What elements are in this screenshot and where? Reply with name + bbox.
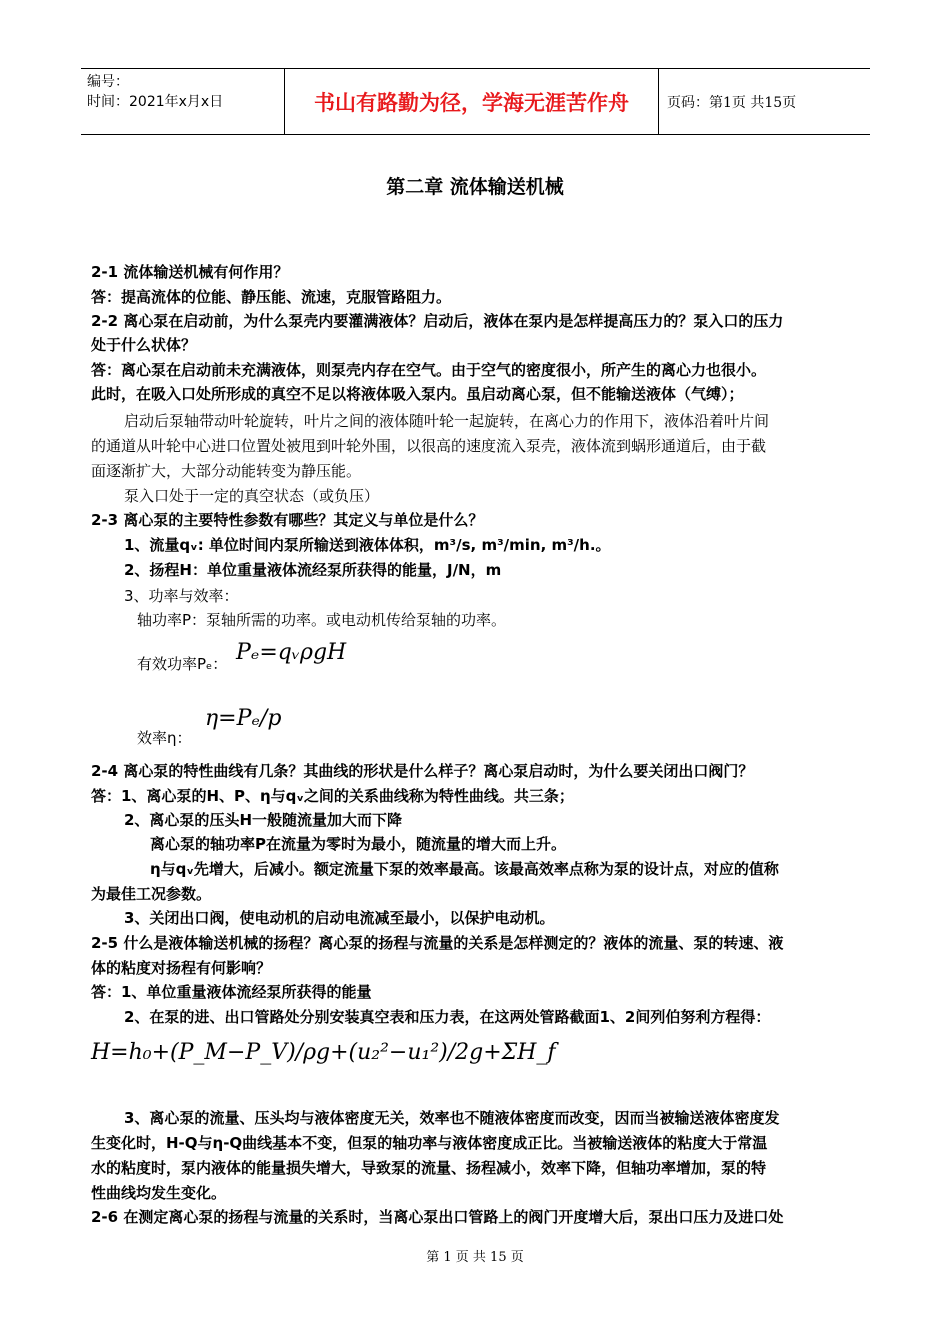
a-2-3-flow: 1、流量qᵥ: 单位时间内泵所输送到液体体积，m³/s, m³/min, m³/h.。 (124, 536, 611, 554)
a-2-5-3-line3: 水的粘度时，泵内液体的能量损失增大，导致泵的流量、扬程减小，效率下降，但轴功率增加，泵的特 (91, 1159, 767, 1177)
document-header (81, 68, 870, 135)
a-2-2-line4: 的通道从叶轮中心进口位置处被甩到叶轮外围，以很高的速度流入泵壳，液体流到蜗形通道后，由于截 (91, 437, 767, 455)
a-2-3-head: 2、扬程H：单位重量液体流经泵所获得的能量，J/N，m (124, 561, 502, 579)
q-2-4: 2-4 离心泵的特性曲线有几条？其曲线的形状是什么样子？离心泵启动时，为什么要关闭出口阀门？ (91, 762, 754, 780)
date-label: 时间：2021年x月x日 (87, 94, 224, 110)
number-label: 编号： (87, 74, 129, 90)
a-2-5-2: 2、在泵的进、出口管路处分别安装真空表和压力表，在这两处管路截面1、2间列伯努利方程得： (124, 1008, 771, 1026)
q-2-5-line1: 2-5 什么是液体输送机械的扬程？离心泵的扬程与流量的关系是怎样测定的？液体的流量、泵的转速、液 (91, 934, 784, 952)
a-2-3-power: 3、功率与效率： (124, 587, 239, 605)
a-2-5-3-line4: 性曲线均发生变化。 (91, 1184, 227, 1202)
header-meta (81, 69, 284, 134)
a-2-4-1: 答：1、离心泵的H、P、η与qᵥ之间的关系曲线称为特性曲线。共三条； (91, 787, 574, 805)
q-2-2-line1: 2-2 离心泵在启动前，为什么泵壳内要灌满液体？启动后，液体在泵内是怎样提高压力的？泵入口的压力 (91, 312, 784, 330)
a-2-3-efficiency: 效率η： (137, 729, 192, 747)
a-2-3-shaft-power: 轴功率P：泵轴所需的功率。或电动机传给泵轴的功率。 (137, 611, 507, 629)
a-2-4-2d: 为最佳工况参数。 (91, 885, 212, 903)
a-2-2-line2: 此时，在吸入口处所形成的真空不足以将液体吸入泵内。虽启动离心泵，但不能输送液体（气缚）； (91, 385, 744, 403)
a-2-4-3: 3、关闭出口阀，使电动机的启动电流减至最小，以保护电动机。 (124, 909, 555, 927)
a-2-5-1: 答：1、单位重量液体流经泵所获得的能量 (91, 983, 372, 1001)
q-2-6: 2-6 在测定离心泵的扬程与流量的关系时，当离心泵出口管路上的阀门开度增大后，泵出口压力及进口处 (91, 1208, 784, 1226)
a-2-4-2: 2、离心泵的压头H一般随流量加大而下降 (124, 811, 402, 829)
a-2-2-line3: 启动后泵轴带动叶轮旋转，叶片之间的液体随叶轮一起旋转，在离心力的作用下，液体沿着叶片间 (124, 412, 770, 430)
q-2-5-line2: 体的粘度对扬程有何影响？ (91, 959, 272, 977)
a-2-2-line6: 泵入口处于一定的真空状态（或负压） (124, 487, 380, 505)
a-2-2-line1: 答：离心泵在启动前未充满液体，则泵壳内存在空气。由于空气的密度很小，所产生的离心力也很小。 (91, 361, 767, 379)
formula-eta: η=Pₑ/p (205, 706, 282, 731)
chapter-title: 第二章 流体输送机械 (386, 176, 564, 198)
q-2-2-line2: 处于什么状体？ (91, 336, 197, 354)
header-page-info: 页码：第1页 共15页 (667, 94, 797, 111)
header-motto: 书山有路勤为径，学海无涯苦作舟 (284, 69, 659, 134)
a-2-4-2c: η与qᵥ先增大，后减小。额定流量下泵的效率最高。该最高效率点称为泵的设计点，对应的值称 (150, 860, 779, 878)
a-2-4-2b: 离心泵的轴功率P在流量为零时为最小，随流量的增大而上升。 (150, 835, 566, 853)
a-2-2-line5: 面逐渐扩大，大部分动能转变为静压能。 (91, 462, 362, 480)
page-footer: 第 1 页 共 15 页 (426, 1250, 524, 1265)
formula-pe: Pₑ=qᵥρgH (236, 640, 347, 665)
a-2-3-effective-power: 有效功率Pₑ： (137, 655, 228, 673)
a-2-5-3-line1: 3、离心泵的流量、压头均与液体密度无关，效率也不随液体密度而改变，因而当被输送液体密度发 (124, 1109, 780, 1127)
a-2-1: 答：提高流体的位能、静压能、流速，克服管路阻力。 (91, 288, 452, 306)
q-2-3: 2-3 离心泵的主要特性参数有哪些？其定义与单位是什么？ (91, 511, 484, 529)
q-2-1: 2-1 流体输送机械有何作用？ (91, 263, 289, 281)
formula-head: H=h₀+(P_M−P_V)/ρg+(u₂²−u₁²)/2g+ΣH_f (91, 1040, 556, 1065)
a-2-5-3-line2: 生变化时，H-Q与η-Q曲线基本不变，但泵的轴功率与液体密度成正比。当被输送液体的粘度大于常温 (91, 1134, 768, 1152)
